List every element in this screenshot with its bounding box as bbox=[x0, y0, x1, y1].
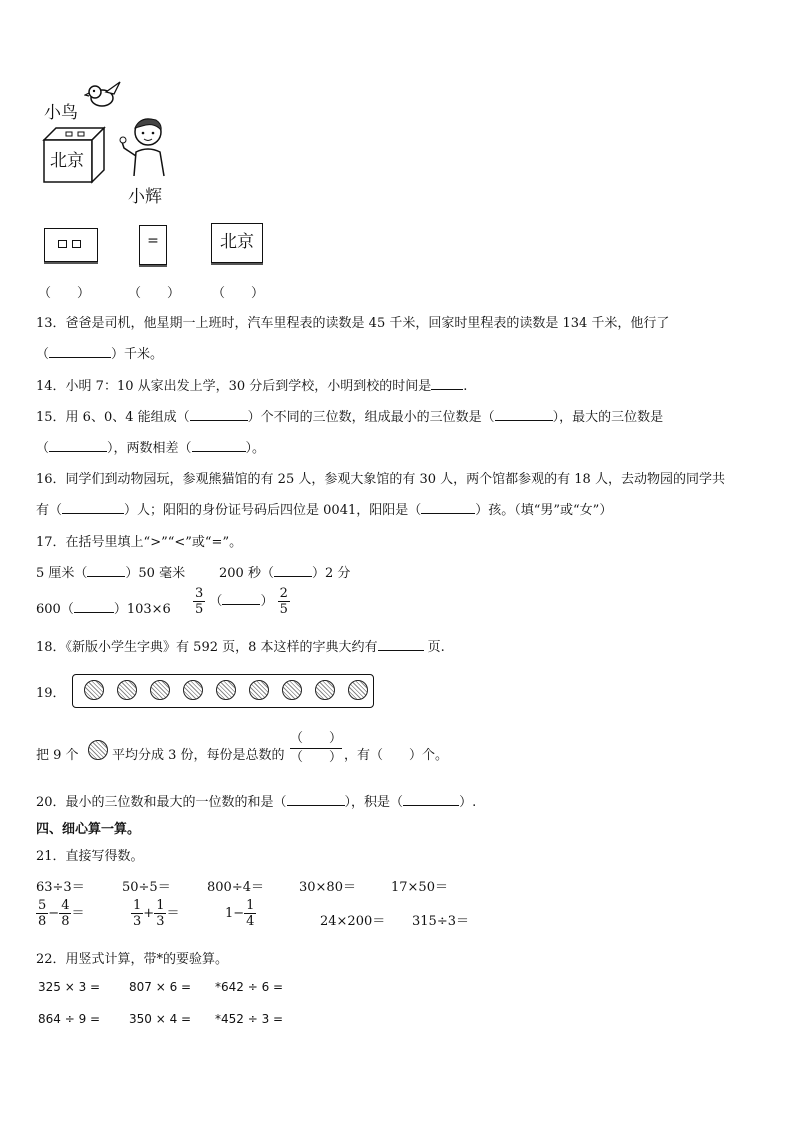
q20-blank-2[interactable] bbox=[403, 793, 459, 806]
q17-r2a: 600（ bbox=[36, 602, 74, 617]
q21-expr-7: $\frac{1}{3}$ + $\frac{1}{3}$ ＝ bbox=[133, 898, 180, 929]
question-14 bbox=[36, 375, 467, 394]
q14-text: 14．小明 7：10 从家出发上学，30 分后到学校，小明到校的时间是 bbox=[36, 379, 432, 394]
q21-title-text: 21．直接写得数。 bbox=[36, 849, 144, 864]
q15-d: （ bbox=[36, 441, 50, 456]
q15-c: ），最大的三位数是 bbox=[552, 410, 664, 425]
q13-close: ）千米。 bbox=[111, 347, 164, 362]
q19-number: 19． bbox=[36, 686, 66, 701]
q19-c: ，有（ ）个。 bbox=[344, 748, 449, 763]
view-option-b bbox=[139, 225, 167, 265]
q14-answer-blank[interactable] bbox=[431, 377, 463, 390]
q22-expr-5: 350 × 4 = bbox=[129, 1012, 192, 1026]
view-option-c bbox=[211, 223, 263, 263]
q19-circle-1 bbox=[84, 680, 104, 700]
question-15-line-2 bbox=[36, 437, 265, 456]
q19-shaded-circle-icon bbox=[88, 740, 108, 760]
answer-paren-b[interactable]: （ ） bbox=[128, 286, 181, 301]
boy-icon bbox=[118, 116, 174, 178]
q19-circle-7 bbox=[282, 680, 302, 700]
q21-expr-9: 24×200＝ bbox=[320, 914, 386, 929]
q21-expr-2: 50÷5＝ bbox=[122, 880, 171, 895]
q16-blank-1[interactable] bbox=[62, 501, 124, 514]
q21-expr-10: 315÷3＝ bbox=[412, 914, 469, 929]
q13-answer-blank[interactable] bbox=[49, 345, 111, 358]
q18-b: 页. bbox=[423, 640, 445, 655]
question-16-line-1 bbox=[36, 468, 725, 487]
q19-circle-9 bbox=[348, 680, 368, 700]
q19-text-line bbox=[36, 744, 79, 763]
q17-item-2 bbox=[219, 562, 350, 581]
q17-blank-2[interactable] bbox=[274, 564, 312, 577]
q21-expr-8: 1− $\frac{1}{4}$ bbox=[225, 898, 255, 929]
q19-b: 平均分成 3 份，每份是总数的 bbox=[112, 748, 285, 763]
q17-r1a: 5 厘米（ bbox=[36, 566, 88, 581]
question-17-title bbox=[36, 531, 242, 550]
q16-text: 16．同学们到动物园玩，参观熊猫馆的有 25 人，参观大象馆的有 30 人，两个馆都参观的有 18 人，去动物园的同学共 bbox=[36, 472, 725, 487]
q15-blank-3[interactable] bbox=[49, 439, 107, 452]
question-13-line-1 bbox=[36, 312, 669, 331]
q19-circle-6 bbox=[249, 680, 269, 700]
question-15-line-1 bbox=[36, 406, 663, 425]
answer-paren-c[interactable]: （ ） bbox=[212, 286, 265, 301]
q16-a: 有（ bbox=[36, 503, 63, 518]
q19-circle-2 bbox=[117, 680, 137, 700]
q19-frac-den[interactable]: （ ） bbox=[290, 750, 343, 765]
q17-r1d: ）2 分 bbox=[311, 566, 351, 581]
q19-circle-3 bbox=[150, 680, 170, 700]
q15-a: 15．用 6、0、4 能组成（ bbox=[36, 410, 190, 425]
q16-c: ）孩。（填“男”或“女”） bbox=[475, 503, 613, 518]
section-4-heading: 四、细心算一算。 bbox=[36, 822, 141, 837]
question-21-title bbox=[36, 845, 144, 864]
question-16-line-2 bbox=[36, 499, 612, 518]
view-c-text: 北京 bbox=[220, 232, 254, 252]
q21-expr-1: 63÷3＝ bbox=[36, 880, 85, 895]
q15-blank-4[interactable] bbox=[192, 439, 246, 452]
q18-a: 18．《新版小学生字典》有 592 页，8 本这样的字典大约有 bbox=[36, 640, 378, 655]
q17-fraction-2: $\frac{2}{5}$ bbox=[279, 586, 288, 617]
q13-text: 13．爸爸是司机，他星期一上班时，汽车里程表的读数是 45 千米，回家时里程表的读数是 134 千米，他行了 bbox=[36, 316, 670, 331]
q17-item-3 bbox=[36, 598, 171, 617]
question-13-line-2 bbox=[36, 343, 163, 362]
q15-blank-1[interactable] bbox=[190, 408, 248, 421]
boy-label: 小辉 bbox=[128, 187, 162, 207]
q18-blank[interactable] bbox=[378, 638, 424, 651]
q19-frac-num[interactable]: （ ） bbox=[290, 730, 342, 749]
q19-text-b bbox=[112, 744, 285, 763]
q15-f: ）。 bbox=[245, 441, 266, 456]
q19-circle-8 bbox=[315, 680, 335, 700]
view-b-text: = bbox=[147, 233, 159, 249]
view-option-a bbox=[44, 228, 98, 262]
q22-expr-1: 325 × 3 = bbox=[38, 980, 101, 994]
bird-icon bbox=[84, 78, 124, 112]
q20-c: ）. bbox=[459, 795, 477, 810]
q22-title-text: 22．用竖式计算，带*的要验算。 bbox=[36, 952, 229, 967]
q17-item-1 bbox=[36, 562, 185, 581]
q19-circles bbox=[72, 674, 374, 708]
q20-a: 20．最小的三位数和最大的一位数的和是（ bbox=[36, 795, 287, 810]
q22-expr-3: *642 ÷ 6 = bbox=[215, 980, 284, 994]
q22-expr-6: *452 ÷ 3 = bbox=[215, 1012, 284, 1026]
q17-r2b: ）103×6 bbox=[113, 602, 171, 617]
q21-expr-3: 800÷4＝ bbox=[207, 880, 264, 895]
answer-paren-a[interactable]: （ ） bbox=[38, 286, 91, 301]
question-20 bbox=[36, 791, 476, 810]
q17-title-text: 17．在括号里填上“>”“<”或“=”。 bbox=[36, 535, 243, 550]
q15-b: ）个不同的三位数，组成最小的三位数是（ bbox=[247, 410, 495, 425]
q15-e: ），两数相差（ bbox=[107, 441, 192, 456]
q21-expr-4: 30×80＝ bbox=[299, 880, 356, 895]
q17-r1c: 200 秒（ bbox=[219, 566, 274, 581]
q17-mid-open: （ bbox=[209, 594, 223, 609]
bird-label: 小鸟 bbox=[44, 103, 78, 123]
q17-blank-1[interactable] bbox=[87, 564, 125, 577]
q16-b: ）人；阳阳的身份证号码后四位是 0041，阳阳是（ bbox=[124, 503, 422, 518]
q19-a: 把 9 个 bbox=[36, 748, 79, 763]
box-text: 北京 bbox=[50, 151, 84, 171]
q21-expr-6: $\frac{5}{8}$ − $\frac{4}{8}$ ＝ bbox=[38, 898, 85, 929]
question-22-title bbox=[36, 948, 228, 967]
q20-b: ），积是（ bbox=[344, 795, 404, 810]
q14-end: . bbox=[463, 379, 468, 394]
q19-fraction[interactable] bbox=[290, 730, 342, 767]
q19-circle-5 bbox=[216, 680, 236, 700]
q22-expr-2: 807 × 6 = bbox=[129, 980, 192, 994]
q17-r1b: ）50 毫米 bbox=[125, 566, 186, 581]
q20-blank-1[interactable] bbox=[287, 793, 345, 806]
q15-blank-2[interactable] bbox=[495, 408, 553, 421]
q19-circle-4 bbox=[183, 680, 203, 700]
q17-blank-3[interactable] bbox=[74, 600, 114, 613]
q13-open: （ bbox=[36, 347, 50, 362]
q17-item-4 bbox=[193, 586, 290, 617]
q17-fraction-1: $\frac{3}{5}$ bbox=[195, 586, 204, 617]
q19-text-c bbox=[344, 744, 448, 763]
q21-expr-5: 17×50＝ bbox=[391, 880, 448, 895]
question-18 bbox=[36, 636, 445, 655]
q16-blank-2[interactable] bbox=[421, 501, 475, 514]
q17-blank-4[interactable] bbox=[222, 592, 260, 605]
q17-mid-close: ） bbox=[260, 594, 274, 609]
q22-expr-4: 864 ÷ 9 = bbox=[38, 1012, 101, 1026]
